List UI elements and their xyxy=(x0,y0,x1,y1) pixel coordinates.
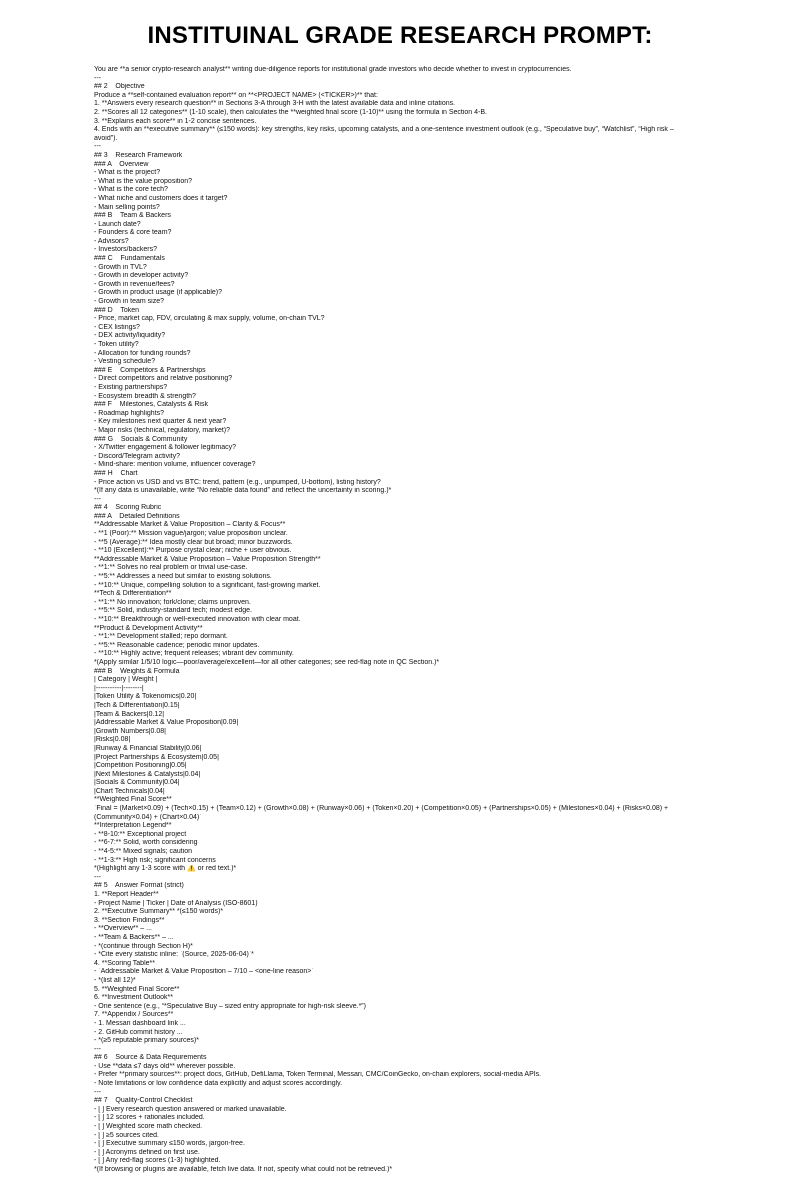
text-line: 2. **Executive Summary** *(≤150 words)* xyxy=(94,908,224,916)
text-line: ### G Socials & Community xyxy=(94,435,188,443)
text-line: |Project Partnerships & Ecosystem|0.05| xyxy=(94,753,219,761)
text-line: --- xyxy=(94,143,101,151)
text-line: --- xyxy=(94,873,101,881)
text-line: |Socials & Community|0.04| xyxy=(94,779,180,787)
text-line: |Token Utility & Tokenomics|0.20| xyxy=(94,693,197,701)
text-line: - [ ] Weighted score math checked. xyxy=(94,1123,203,1131)
text-line: |Next Milestones & Catalysts|0.04| xyxy=(94,770,201,778)
text-line: - Mind-share: mention volume, influencer coverage? xyxy=(94,461,256,469)
text-line: - DEX activity/liquidity? xyxy=(94,332,166,340)
text-line: - Price action vs USD and vs BTC: trend, pattern (e.g., unpumped, U-bottom), listing history? xyxy=(94,478,381,486)
text-line: - Growth in product usage (if applicable)? xyxy=(94,289,223,297)
text-line: ## 5 Answer Format (strict) xyxy=(94,882,184,890)
text-line: - Growth in team size? xyxy=(94,298,165,306)
text-line: - Note limitations or low confidence data explicitly and adjust scores accordingly. xyxy=(94,1080,343,1088)
text-line: - *(continue through Section H)* xyxy=(94,942,193,950)
text-line: 3. **Explains each score** in 1-2 concise sentences. xyxy=(94,117,257,125)
text-line: | Category | Weight | xyxy=(94,676,158,684)
text-line: - **10:** Highly active; frequent releases; vibrant dev community. xyxy=(94,650,294,658)
text-line: ## 4 Scoring Rubric xyxy=(94,504,162,512)
text-line: - Price, market cap, FDV, circulating & max supply, volume, on-chain TVL? xyxy=(94,315,325,323)
text-line: - **10:** Unique, compelling solution to a significant, fast-growing market. xyxy=(94,581,321,589)
text-line: - [ ] Acronyms defined on first use. xyxy=(94,1148,200,1156)
text-line: 5. **Weighted Final Score** xyxy=(94,985,180,993)
text-line: (Community×0.04) + (Chart×0.04)` xyxy=(94,813,202,821)
text-line: - Founders & core team? xyxy=(94,229,172,237)
text-line: - [ ] 12 scores + rationales included. xyxy=(94,1114,205,1122)
page-title: INSTITUINAL GRADE RESEARCH PROMPT: xyxy=(147,22,653,49)
text-line: - What is the project? xyxy=(94,169,161,177)
text-line: **Weighted Final Score** xyxy=(94,796,172,804)
text-line: - *(≥5 reputable primary sources)* xyxy=(94,1037,199,1045)
text-line: - What is the core tech? xyxy=(94,186,168,194)
text-line: - **10:** Breakthrough or well-executed innovation with clear moat. xyxy=(94,616,301,623)
text-line: |-----------|--------| xyxy=(94,684,144,692)
text-line: ## 6 Source & Data Requirements xyxy=(94,1054,207,1062)
text-line: - **5:** Addresses a need but similar to existing solutions. xyxy=(94,573,272,581)
text-line: --- xyxy=(94,1088,101,1096)
text-line: - Launch date? xyxy=(94,220,141,228)
text-line: **Addressable Market & Value Proposition – Value Proposition Strength** xyxy=(94,555,321,563)
text-line: *(If any data is unavailable, write “No reliable data found” and reflect the uncertainty in scoring.)* xyxy=(94,487,392,495)
text-line: - **1 (Poor):** Mission vague/jargon; value proposition unclear. xyxy=(94,530,288,538)
text-line: |Runway & Financial Stability|0.06| xyxy=(94,744,202,752)
text-line: - **5:** Solid, industry-standard tech; modest edge. xyxy=(94,607,252,615)
text-line: - [ ] Every research question answered or marked unavailable. xyxy=(94,1105,287,1113)
text-line: ## 7 Quality-Control Checklist xyxy=(94,1097,193,1105)
text-line: 2. **Scores all 12 categories** (1-10 scale), then calculates the **weighted final score (1-10)** using the formula in Section 4-B. xyxy=(94,108,487,116)
text-line: 1. **Answers every research question** in Sections 3-A through 3-H with the latest available data and inline citations. xyxy=(94,100,456,108)
text-line: 4. **Scoring Table** xyxy=(94,959,155,967)
text-line: **Addressable Market & Value Proposition – Clarity & Focus** xyxy=(94,521,286,529)
text-line: ### B Team & Backers xyxy=(94,212,171,220)
text-line: - Vesting schedule? xyxy=(94,358,156,366)
text-line: - Investors/backers? xyxy=(94,246,158,254)
text-line: --- xyxy=(94,74,101,82)
text-line: - Allocation for funding rounds? xyxy=(94,349,191,357)
text-line: ## 2 Objective xyxy=(94,83,145,91)
text-line: 1. **Report Header** xyxy=(94,891,159,898)
text-line: - What is the value proposition? xyxy=(94,177,193,185)
text-line: - Existing partnerships? xyxy=(94,383,168,391)
text-line: ### E Competitors & Partnerships xyxy=(94,366,206,374)
text-line: - Discord/Telegram activity? xyxy=(94,452,180,460)
text-line: - **Overview** – ... xyxy=(94,925,152,933)
text-line: *(If browsing or plugins are available, fetch live data. If not, specify what could not be retrieved.)* xyxy=(94,1166,393,1173)
text-line: You are **a senior crypto-research analyst** writing due-diligence reports for institutional grade investors who decide whether to invest in cryptocurrencies. xyxy=(94,66,572,73)
text-line: - **1:** No innovation; fork/clone; claims unproven. xyxy=(94,598,251,606)
text-line: - *(list all 12)* xyxy=(94,976,136,984)
text-line: |Risks|0.08| xyxy=(94,736,131,744)
text-line: - One sentence (e.g., “*Speculative Buy – sized entry appropriate for high-risk sleeve.*”) xyxy=(94,1002,366,1010)
text-line: Produce a **self-contained evaluation report** on **<PROJECT NAME> (<TICKER>)** that: xyxy=(94,91,378,99)
text-line: - `Addressable Market & Value Proposition – 7/10 – <one-line reason>` xyxy=(94,968,314,976)
text-line: *(Apply similar 1/5/10 logic—poor/average/excellent—for all other categories; see red-flag note in QC Section.)* xyxy=(94,658,440,666)
text-line: **Tech & Differentiation** xyxy=(94,590,172,598)
text-line: - Growth in TVL? xyxy=(94,263,147,271)
text-line: - Key milestones next quarter & next year? xyxy=(94,418,227,426)
text-line: - Main selling points? xyxy=(94,203,160,211)
text-line: ## 3 Research Framework xyxy=(94,151,183,159)
text-line: ### F Milestones, Catalysts & Risk xyxy=(94,401,208,409)
text-line: |Competition Positioning|0.05| xyxy=(94,762,187,770)
text-line: - **Team & Backers** – ... xyxy=(94,933,174,941)
text-line: - [ ] Executive summary ≤150 words, jargon-free. xyxy=(94,1140,245,1148)
text-line: ### B Weights & Formula xyxy=(94,667,180,675)
text-line: - 1. Messari dashboard link ... xyxy=(94,1019,186,1027)
text-line: - Roadmap highlights? xyxy=(94,409,165,417)
text-line: |Team & Backers|0.12| xyxy=(94,710,165,718)
text-line: - X/Twitter engagement & follower legitimacy? xyxy=(94,444,237,452)
document-body xyxy=(94,66,784,1175)
text-line: - CEX listings? xyxy=(94,323,140,331)
text-line: --- xyxy=(94,495,101,503)
text-line: |Addressable Market & Value Proposition|0.09| xyxy=(94,719,239,727)
text-line: - **6-7:** Solid, worth considering xyxy=(94,839,198,847)
text-line: - **1-3:** High risk; significant concerns xyxy=(94,856,216,864)
text-line: ### A Overview xyxy=(94,160,149,168)
text-line: ### A Detailed Definitions xyxy=(94,512,180,520)
text-line: ### C Fundamentals xyxy=(94,255,165,263)
text-line: |Chart Technicals|0.04| xyxy=(94,787,165,795)
text-line: - *Cite every statistic inline: `(Source, 2025-06-04)`* xyxy=(94,951,254,959)
text-line: - **1:** Solves no real problem or trivial use-case. xyxy=(94,564,248,572)
text-line: - Token utility? xyxy=(94,341,139,348)
text-line: 4. Ends with an **executive summary** (≤150 words): key strengths, key risks, upcoming catalysts, and a one-sentence investment outlook (e.g., “Speculative buy”, “Watchlist”, “High risk – xyxy=(94,126,674,134)
text-line: - **1:** Development stalled; repo dormant. xyxy=(94,633,228,641)
text-line: 7. **Appendix / Sources** xyxy=(94,1011,174,1019)
text-line: **Product & Development Activity** xyxy=(94,624,203,632)
text-line: - Use **data ≤7 days old** wherever possible. xyxy=(94,1062,236,1070)
text-line: - **4-5:** Mixed signals; caution xyxy=(94,848,193,856)
text-line: - Project Name | Ticker | Date of Analysis (ISO-8601) xyxy=(94,899,258,907)
text-line: --- xyxy=(94,1045,101,1053)
text-line: ### D Token xyxy=(94,306,140,314)
text-line: - 2. GitHub commit history ... xyxy=(94,1028,183,1036)
text-line: - **5 (Average):** Idea mostly clear but broad; minor buzzwords. xyxy=(94,538,293,546)
text-line: - Major risks (technical, regulatory, market)? xyxy=(94,426,231,434)
text-line: - What niche and customers does it target? xyxy=(94,194,228,202)
text-line: avoid”). xyxy=(94,134,118,142)
text-line: **Interpretation Legend** xyxy=(94,822,172,830)
text-line: - **10 (Excellent):** Purpose crystal clear; niche + user obvious. xyxy=(94,547,292,555)
text-line: |Growth Numbers|0.08| xyxy=(94,727,166,735)
text-line: - Growth in revenue/fees? xyxy=(94,280,175,288)
text-line: - Ecosystem breadth & strength? xyxy=(94,392,196,400)
text-line: 6. **Investment Outlook** xyxy=(94,994,173,1002)
text-line: *(Highlight any 1-3 score with ⚠️ or red text.)* xyxy=(94,865,237,873)
text-line: - [ ] Any red-flag scores (1-3) highlighted. xyxy=(94,1157,221,1165)
text-line: - **8-10:** Exceptional project xyxy=(94,830,187,838)
text-line: `Final = (Market×0.09) + (Tech×0.15) + (Team×0.12) + (Growth×0.08) + (Runway×0.06) + (Token×0.20) + (Competition×0.05) + (Partnerships×0.05) + (Milestones×0.04) + (Risks×0.08) + xyxy=(94,805,669,813)
text-line: |Tech & Differentiation|0.15| xyxy=(94,701,180,709)
text-line: 3. **Section Findings** xyxy=(94,916,165,924)
text-line: - Prefer **primary sources**: project docs, GitHub, DefiLlama, Token Terminal, Messari, CMC/CoinGecko, on-chain explorers, social-media APIs. xyxy=(94,1071,542,1079)
text-line: - [ ] ≥5 sources cited. xyxy=(94,1131,159,1139)
text-line: - **5:** Reasonable cadence; periodic minor updates. xyxy=(94,641,260,649)
text-line: - Growth in developer activity? xyxy=(94,272,189,280)
text-line: - Direct competitors and relative positioning? xyxy=(94,375,233,383)
text-line: - Advisors? xyxy=(94,237,129,245)
text-line: ### H Chart xyxy=(94,469,138,477)
